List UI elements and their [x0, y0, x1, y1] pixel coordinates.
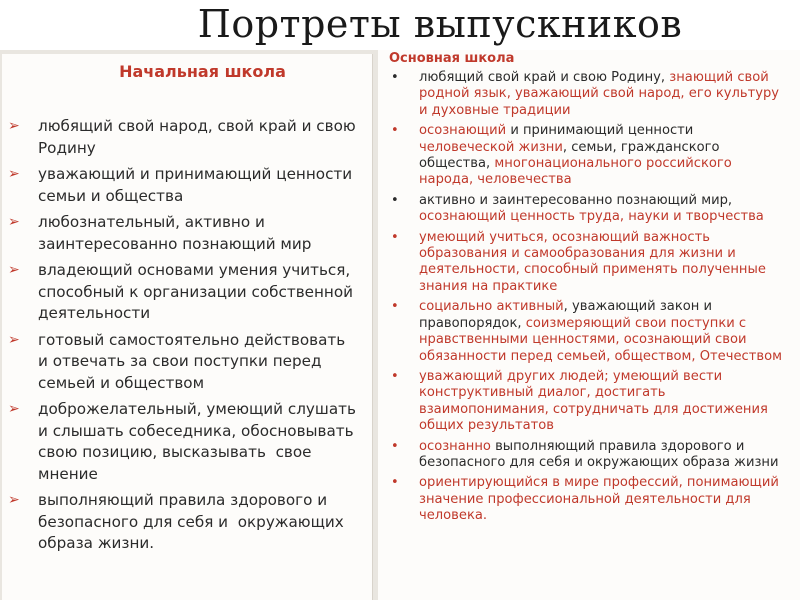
basic-school-item-text: человеческой жизни: [419, 139, 563, 155]
dot-bullet-icon: •: [391, 299, 399, 315]
primary-school-item-text: уважающий и принимающий ценности семьи и общества: [38, 165, 357, 205]
basic-school-item-text: осознающий ценность труда, науки и творчества: [419, 209, 764, 225]
arrow-bullet-icon: ➢: [8, 401, 20, 417]
primary-school-item-text: любознательный, активно и заинтересованно познающий мир: [38, 213, 312, 253]
basic-school-item-text: умеющий учиться, осознающий важность образования и самообразования для жизни и деятельности, способный применять полученные знания на практике: [419, 229, 766, 294]
primary-school-item-text: любящий свой народ, свой край и свою Родину: [38, 117, 361, 157]
dot-bullet-icon: •: [391, 70, 399, 85]
primary-school-item-text: доброжелательный, умеющий слушать и слышать собеседника, обосновывать свою позицию, высказывать свое мнение: [38, 400, 373, 483]
basic-school-item: [389, 70, 789, 119]
primary-school-item-text: владеющий основами умения учиться, способный к организации собственной деятельности: [38, 261, 358, 322]
basic-school-list: [389, 70, 789, 529]
basic-school-item: [389, 123, 789, 189]
basic-school-item-text: ориентирующийся в мире профессий, понимающий значение профессиональной деятельности для человека.: [419, 475, 779, 524]
basic-school-item-text: , семьи, гражданского общества,: [419, 139, 720, 172]
arrow-bullet-icon: ➢: [8, 331, 20, 348]
primary-school-item: [8, 212, 356, 255]
page-title: Портреты выпускников: [197, 2, 683, 46]
dot-bullet-icon: •: [391, 368, 399, 384]
dot-bullet-icon: •: [391, 475, 399, 491]
basic-school-item-text: осознанно: [419, 438, 491, 454]
basic-school-item-text: уважающий других людей; умеющий вести конструктивный диалог, достигать взаимопонимания, сотрудничать для достижения общих результатов: [419, 368, 768, 434]
primary-school-item: [8, 260, 356, 325]
primary-school-heading: Начальная школа: [119, 62, 286, 81]
basic-school-heading: Основная школа: [389, 51, 515, 66]
arrow-bullet-icon: ➢: [8, 166, 20, 182]
primary-school-item: [8, 399, 373, 485]
basic-school-item: [389, 299, 789, 365]
basic-school-item: [389, 230, 789, 296]
primary-school-list: [8, 116, 373, 560]
basic-school-item-text: активно и заинтересованно познающий мир,: [419, 192, 733, 208]
basic-school-item: [389, 439, 789, 472]
basic-school-item-text: социально активный: [419, 299, 564, 315]
arrow-bullet-icon: ➢: [8, 118, 20, 134]
arrow-bullet-icon: ➢: [8, 214, 20, 230]
basic-school-item: [389, 369, 789, 435]
primary-school-item: [8, 330, 356, 395]
basic-school-item-text: выполняющий правила здорового и безопасного для себя и окружающих образа жизни: [419, 438, 779, 470]
basic-school-item-text: , уважающий закон и правопорядок,: [419, 299, 712, 331]
primary-school-item-text: выполняющий правила здорового и безопасного для себя и окружающих образа жизни.: [38, 491, 349, 552]
basic-school-item-text: знающий свой родной язык, уважающий свой народ, его культуру и духовные традиции: [419, 70, 780, 118]
basic-school-item-text: соизмеряющий свои поступки с нравственными ценностями, осознающий свои обязанности перед семьей, обществом, Отечеством: [419, 315, 782, 364]
primary-school-item: [8, 164, 356, 207]
dot-bullet-icon: •: [391, 123, 399, 139]
basic-school-item-text: многонационального российского народа, человечества: [419, 156, 732, 188]
dot-bullet-icon: •: [391, 229, 399, 245]
basic-school-item-text: и принимающий ценности: [506, 123, 694, 139]
primary-school-item: [8, 116, 361, 159]
dot-bullet-icon: •: [391, 438, 399, 454]
primary-school-item-text: готовый самостоятельно действовать и отвечать за свои поступки перед семьей и обществом: [38, 330, 351, 392]
primary-school-item: [8, 490, 356, 555]
arrow-bullet-icon: ➢: [8, 492, 20, 508]
dot-bullet-icon: •: [391, 192, 399, 208]
arrow-bullet-icon: ➢: [8, 262, 20, 278]
basic-school-item: [389, 193, 789, 226]
basic-school-item: [389, 475, 789, 524]
basic-school-item-text: любящий свой край и свою Родину,: [419, 70, 670, 85]
basic-school-item-text: осознающий: [419, 123, 507, 139]
